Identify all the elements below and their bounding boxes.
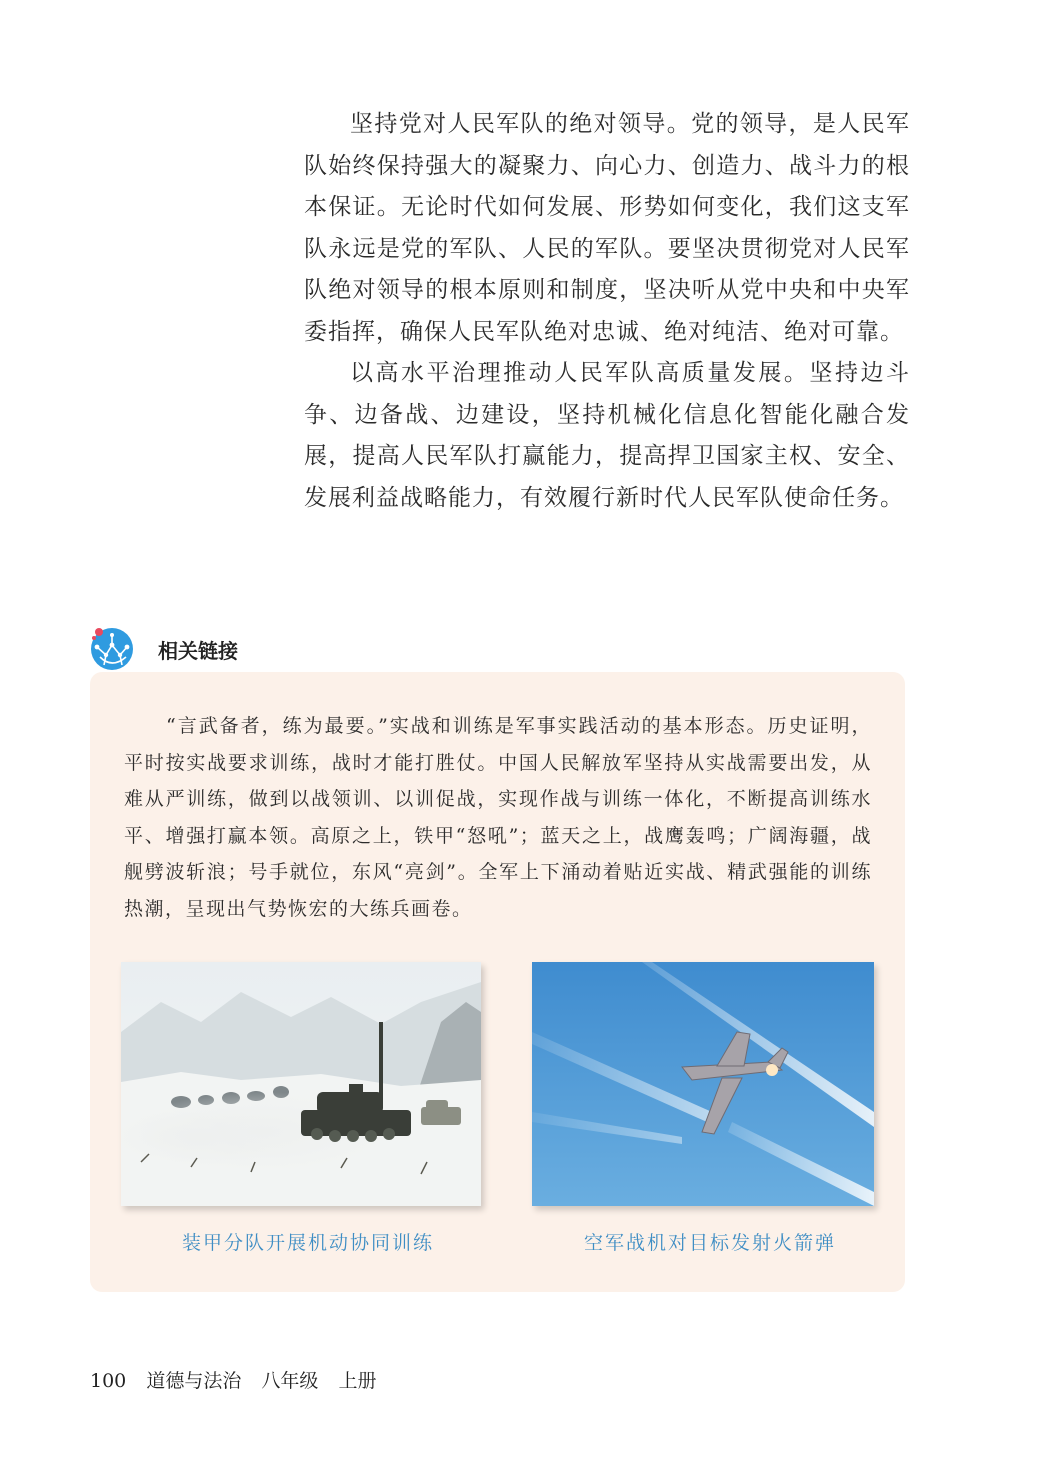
related-link-text [124,708,872,927]
volume-label: 上册 [338,1370,377,1392]
related-link-paragraph: “言武备者，练为最要。”实战和训练是军事实践活动的基本形态。历史证明，平时按实战要求训练，战时才能打胜仗。中国人民解放军坚持从实战需要出发，从难从严训练，做到以战领训、以训促战，实现作战与训练一体化，不断提高训练水平、增强打赢本领。高原之上，铁甲“怒吼”；蓝天之上，战鹰轰鸣；广阔海疆，战舰劈波斩浪；号手就位，东风“亮剑”。全军上下涌动着贴近实战、精武强能的训练热潮，呈现出气势恢宏的大练兵画卷。 [124,715,872,920]
tank-photo-caption: 装甲分队开展机动协同训练 [182,1232,435,1254]
related-link-box [90,672,905,1292]
tank-photo [121,962,481,1206]
grade-label: 八年级 [261,1370,319,1392]
paragraph-party-leadership: 坚持党对人民军队的绝对领导。党的领导，是人民军队始终保持强大的凝聚力、向心力、创造力、战斗力的根本保证。无论时代如何发展、形势如何变化，我们这支军队永远是党的军队、人民的军队。要坚决贯彻党对人民军队绝对领导的根本原则和制度，坚决听从党中央和中央军委指挥，确保人民军队绝对忠诚、绝对纯洁、绝对可靠。 [304,111,910,345]
paragraph-high-quality-development: 以高水平治理推动人民军队高质量发展。坚持边斗争、边备战、边建设，坚持机械化信息化智能化融合发展，提高人民军队打赢能力，提高捍卫国家主权、安全、发展利益战略能力，有效履行新时代人民军队使命任务。 [304,360,910,511]
network-link-icon [90,625,134,671]
page-number: 100 [90,1370,127,1392]
related-link-title: 相关链接 [158,639,238,663]
fighter-jet-photo-caption: 空军战机对目标发射火箭弹 [584,1232,837,1254]
main-body-text [304,104,910,519]
fighter-jet-photo [532,962,874,1206]
page-footer [90,1366,390,1393]
book-title: 道德与法治 [146,1370,242,1392]
